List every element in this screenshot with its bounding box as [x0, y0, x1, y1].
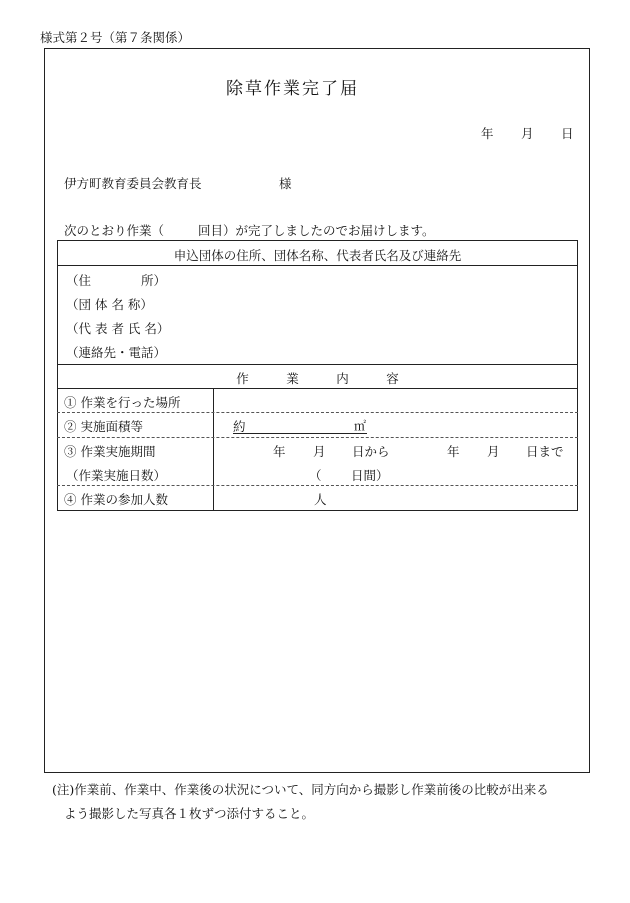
column-divider [213, 388, 214, 510]
period-label: ③ 作業実施期間 [64, 444, 156, 459]
addressee-name: 伊方町教育委員会教育長 [64, 176, 202, 191]
divider [57, 265, 578, 266]
period-from-day: 日から [352, 444, 390, 459]
period-to-day: 日まで [526, 444, 564, 459]
dashed-divider [57, 485, 578, 486]
area-underline [233, 433, 367, 434]
note-line-1: (注)作業前、作業中、作業後の状況について、同方向から撮影し作業前後の比較が出来る [52, 782, 549, 797]
area-unit: ㎡ [354, 419, 367, 433]
addressee-honorific: 様 [279, 176, 292, 191]
location-label: ① 作業を行った場所 [64, 395, 181, 410]
area-prefix: 約 [233, 419, 246, 434]
days-label: （作業実施日数） [66, 468, 167, 483]
form-number: 様式第２号（第７条関係） [40, 30, 191, 45]
note-line-2: よう撮影した写真各１枚ずつ添付すること。 [64, 806, 315, 821]
period-from-year: 年 [273, 444, 286, 459]
org-name-field-label: （団 体 名 称） [66, 297, 153, 312]
page-title: 除草作業完了届 [226, 79, 359, 99]
contact-field-label: （連絡先・電話） [66, 345, 167, 360]
divider [57, 388, 578, 389]
days-close: 日間） [351, 468, 389, 483]
dashed-divider [57, 412, 578, 413]
address-field-label: （住 所） [66, 273, 167, 288]
date-day-label: 日 [561, 126, 574, 141]
applicant-header: 申込団体の住所、団体名称、代表者氏名及び連絡先 [173, 248, 462, 263]
dashed-divider [57, 437, 578, 438]
participants-label: ④ 作業の参加人数 [64, 492, 168, 507]
intro-text-end: 回目）が完了しましたのでお届けします。 [198, 223, 435, 238]
period-to-year: 年 [447, 444, 460, 459]
divider [57, 364, 578, 365]
period-to-month: 月 [487, 444, 500, 459]
days-open: （ [309, 468, 322, 483]
representative-field-label: （代 表 者 氏 名） [66, 321, 170, 336]
intro-text-start: 次のとおり作業（ [64, 223, 165, 238]
participants-unit: 人 [314, 492, 327, 507]
date-year-label: 年 [481, 126, 494, 141]
work-header: 作 業 内 容 [236, 371, 399, 386]
date-month-label: 月 [521, 126, 534, 141]
period-from-month: 月 [313, 444, 326, 459]
area-label: ② 実施面積等 [64, 419, 143, 434]
